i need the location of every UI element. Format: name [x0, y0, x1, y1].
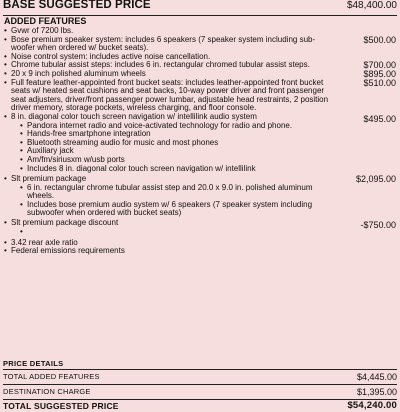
feature-text: Bose premium speaker system: includes 6 speakers (7 speaker system including sub-woofer when ordered w/ bucket seats). — [11, 34, 316, 53]
nav-subitems-list — [11, 122, 334, 174]
feature-text: 3.42 rear axle ratio — [11, 237, 78, 247]
feature-text: Chrome tubular assist steps: includes 6 in. rectangular chromed tubular assist steps. — [11, 60, 310, 70]
sub-feature-item: • Includes bose premium audio system w/ 6 speakers (7 speaker system including subwoofer when ordered with bucket seats) — [20, 201, 334, 218]
base-price-value: $48,400.00 — [346, 0, 397, 11]
feature-item — [4, 219, 396, 237]
sub-feature-item: • Includes 8 in. diagonal color touch screen navigation w/ intellilink — [20, 165, 334, 174]
feature-price: $895.00 — [363, 68, 396, 79]
price-details-heading: PRICE DETAILS — [3, 359, 64, 368]
sub-feature-item: • Pandora internet radio and voice-activated technology for radio and phone. — [20, 122, 334, 131]
feature-text: Slt premium package discount — [11, 218, 119, 228]
total-added-features-label: TOTAL ADDED FEATURES — [3, 372, 100, 382]
total-added-features-row — [3, 372, 397, 383]
sub-feature-item: • Hands-free smartphone integration — [20, 130, 334, 139]
feature-price: $700.00 — [363, 60, 396, 71]
feature-item — [4, 36, 396, 53]
destination-charge-row — [3, 387, 397, 398]
feature-price: $500.00 — [363, 34, 396, 45]
feature-item — [4, 79, 396, 113]
added-features-list — [4, 27, 396, 256]
feature-item — [4, 113, 396, 173]
total-suggested-price-value: $54,240.00 — [347, 400, 397, 412]
base-price-label: BASE SUGGESTED PRICE — [3, 0, 151, 11]
total-added-features-value: $4,445.00 — [356, 372, 397, 383]
total-suggested-price-label: TOTAL SUGGESTED PRICE — [3, 401, 119, 412]
feature-text: Slt premium package — [11, 174, 87, 184]
sub-feature-item: • 6 in. rectangular chrome tubular assist step and 20.0 x 9.0 in. polished aluminum wheels. — [20, 184, 334, 201]
feature-text: 20 x 9 inch polished aluminum wheels — [11, 68, 146, 78]
sub-feature-item: • Bluetooth streaming audio for music and most phones — [20, 139, 334, 148]
base-price-row — [3, 1, 397, 14]
feature-item — [4, 247, 396, 256]
discount-subitems-list — [11, 228, 334, 237]
divider — [3, 399, 397, 400]
destination-charge-label: DESTINATION CHARGE — [3, 387, 91, 397]
feature-text: Noise control system: includes active noise cancellation. — [11, 51, 211, 61]
feature-price: $2,095.00 — [355, 174, 396, 185]
added-features-heading: ADDED FEATURES — [4, 16, 87, 26]
feature-text: 8 in. diagonal color touch screen navigation w/ intellilink audio system — [11, 111, 257, 121]
divider — [3, 369, 397, 370]
sub-feature-item: • Auxiliary jack — [20, 147, 334, 156]
destination-charge-value: $1,395.00 — [356, 387, 397, 398]
feature-text: Gvwr of 7200 lbs. — [11, 26, 74, 35]
feature-text: Federal emissions requirements — [11, 246, 125, 256]
total-suggested-price-row — [3, 401, 397, 412]
sub-feature-item — [20, 228, 334, 237]
feature-price: $495.00 — [363, 113, 396, 124]
feature-item — [4, 175, 396, 218]
divider — [3, 384, 397, 385]
slt-subitems-list — [11, 184, 334, 218]
feature-text: Full feature leather-appointed front bucket seats: includes leather-appointed front bucket seats w/ heated seat cushions and seat backs, 10-way power driver and front passenger seat adjusters, driver/front passenger power lumbar, adjustable head restraints, 2 position driver memory, storage pockets, wireless charging, and floor console. — [11, 77, 329, 113]
sub-feature-item: • Am/fm/siriusxm w/usb ports — [20, 156, 334, 165]
feature-price: $510.00 — [363, 77, 396, 88]
feature-price: -$750.00 — [360, 220, 396, 231]
